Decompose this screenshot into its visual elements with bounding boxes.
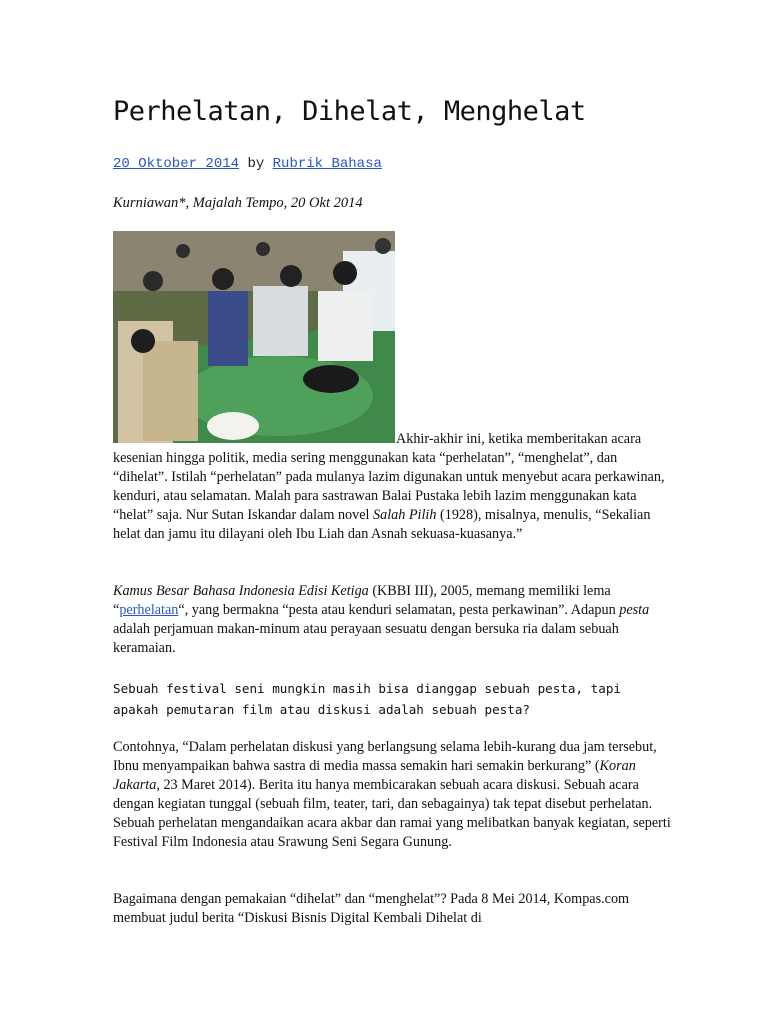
- pull-quote: Sebuah festival seni mungkin masih bisa dianggap sebuah pesta, tapi apakah pemutaran film atau diskusi adalah sebuah pesta?: [113, 681, 621, 717]
- novel-title: Salah Pilih: [373, 507, 437, 523]
- author-link[interactable]: Rubrik Bahasa: [272, 156, 382, 172]
- kbbi-title: Kamus Besar Bahasa Indonesia Edisi Ketiga: [113, 583, 369, 599]
- paragraph-2: Kamus Besar Bahasa Indonesia Edisi Ketiga (KBBI III), 2005, memang memiliki lema “perhelatan“, yang bermakna “pesta atau kenduri selamatan, pesta perkawinan”. Adapun pesta adalah perjamuan makan-minum atau perayaan sesuatu dengan bersuka ria dalam sebuah keramaian.: [113, 583, 650, 656]
- by-text: by: [247, 156, 265, 172]
- paragraph-1: Akhir-akhir ini, ketika memberitakan acara kesenian hingga politik, media sering menggunakan kata “perhelatan”, “menghelat”, dan “dihelat”. Istilah “perhelatan” pada mulanya lazim digunakan untuk menyebut acara perkawinan, kenduri, atau selamatan. Malah para sastrawan Balai Pustaka lebih lazim menggunakan kata “helat” saja. Nur Sutan Iskandar dalam novel Salah Pilih (1928), misalnya, menulis, “Sekalian helat dan jamu itu dilayani oleh Ibu Liah dan Asnah sekuasa-kuasanya.”: [113, 431, 665, 542]
- paragraph-4: Bagaimana dengan pemakaian “dihelat” dan “menghelat”? Pada 8 Mei 2014, Kompas.com membuat judul berita “Diskusi Bisnis Digital Kembali Dihelat di: [113, 891, 630, 926]
- page-title: Perhelatan, Dihelat, Menghelat: [113, 96, 586, 127]
- post-meta: [113, 156, 382, 172]
- post-date-link[interactable]: 20 Oktober 2014: [113, 156, 240, 172]
- perhelatan-link[interactable]: perhelatan: [119, 602, 179, 618]
- paragraph-3: Contohnya, “Dalam perhelatan diskusi yang berlangsung selama lebih-kurang dua jam tersebut, Ibnu menyampaikan bahwa sastra di media massa semakin hari semakin berkurang” (Koran Jakarta, 23 Maret 2014). Berita itu hanya membicarakan sebuah acara diskusi. Sebuah acara dengan kegiatan tunggal (sebuah film, teater, tari, dan sebagainya) tak tepat disebut perhelatan. Sebuah perhelatan mengandaikan acara akbar dan ramai yang melibatkan banyak kegiatan, seperti Festival Film Indonesia atau Srawung Seni Segara Gunung.: [113, 739, 671, 850]
- source-title: Koran Jakarta: [113, 758, 636, 793]
- article-byline: Kurniawan*, Majalah Tempo, 20 Okt 2014: [113, 195, 363, 211]
- kenduri-photo: [113, 231, 395, 443]
